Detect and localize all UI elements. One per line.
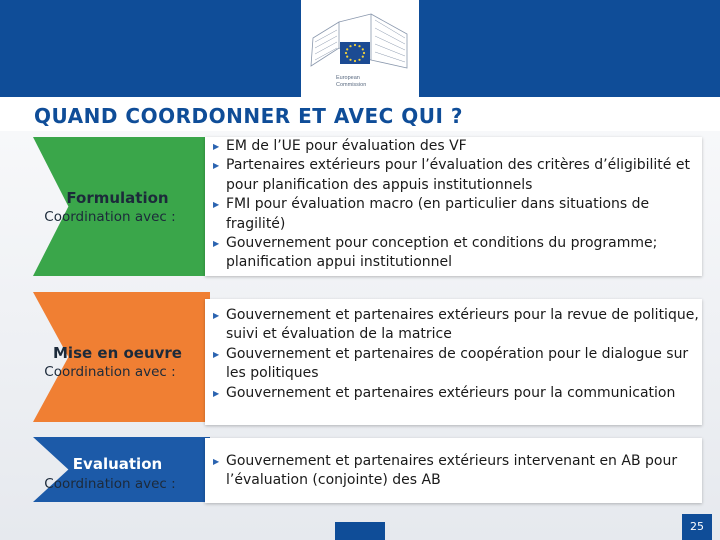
bullet-text: Gouvernement pour conception et conditions du programme; planification appui institutionnel [226, 235, 658, 271]
bullet-text: Gouvernement et partenaires de coopération pour le dialogue sur les politiques [226, 345, 689, 382]
header-bar [0, 0, 720, 97]
coordination-label-evaluation: Coordination avec : [44, 476, 176, 492]
bullet-item [205, 195, 702, 234]
bullet-item [205, 452, 702, 491]
bullet-text: EM de l’UE pour évaluation des VF [226, 138, 467, 154]
bullet-list-formulation [205, 137, 702, 273]
bullet-item [205, 306, 702, 345]
triangle-right-icon: ▶ [213, 142, 220, 151]
coordination-label-mise-en-oeuvre: Coordination avec : [44, 364, 176, 380]
bullet-text: Gouvernement et partenaires extérieurs pour la revue de politique, suivi et évaluation de la matrice [226, 307, 699, 343]
bullet-list-mise-en-oeuvre [205, 299, 702, 403]
bullet-text: Gouvernement et partenaires extérieurs pour la communication [226, 384, 676, 401]
bullet-list-evaluation [205, 438, 702, 491]
commission-logo [301, 0, 419, 97]
bullets-box-mise-en-oeuvre [205, 299, 702, 425]
triangle-right-icon: ▶ [213, 161, 220, 171]
triangle-right-icon: ▶ [213, 239, 220, 249]
bullet-text: Gouvernement et partenaires extérieurs intervenant en AB pour l’évaluation (conjointe) des AB [226, 453, 678, 489]
berlaymont-building-icon [309, 8, 411, 74]
phase-name-formulation: Formulation [66, 189, 169, 207]
bullet-item [205, 137, 702, 156]
bullet-item [205, 156, 702, 195]
bullets-box-evaluation [205, 438, 702, 503]
coordination-label-formulation: Coordination avec : [44, 209, 176, 225]
logo-wordmark [336, 75, 366, 89]
logo-line-european: European [336, 75, 360, 81]
triangle-right-icon: ▶ [213, 457, 220, 466]
bullet-item [205, 384, 702, 403]
phase-name-mise-en-oeuvre: Mise en oeuvre [53, 344, 182, 362]
page-number: 25 [682, 514, 712, 540]
triangle-right-icon: ▶ [213, 349, 220, 359]
triangle-right-icon: ▶ [213, 311, 220, 320]
bullets-box-formulation [205, 137, 702, 276]
phase-name-evaluation: Evaluation [72, 455, 163, 473]
triangle-right-icon: ▶ [213, 388, 220, 398]
logo-line-commission: Commission [336, 82, 367, 88]
bullet-text: Partenaires extérieurs pour l’évaluation des critères d’éligibilité et pour planification des appuis institutionnels [226, 157, 690, 193]
slide-title: QUAND COORDONNER ET AVEC QUI ? [34, 104, 464, 128]
triangle-right-icon: ▶ [213, 200, 220, 210]
bullet-item [205, 345, 702, 384]
bullet-text: FMI pour évaluation macro (en particulier dans situations de fragilité) [226, 196, 650, 232]
bullet-item [205, 234, 702, 273]
eu-flag-strip [335, 522, 385, 540]
